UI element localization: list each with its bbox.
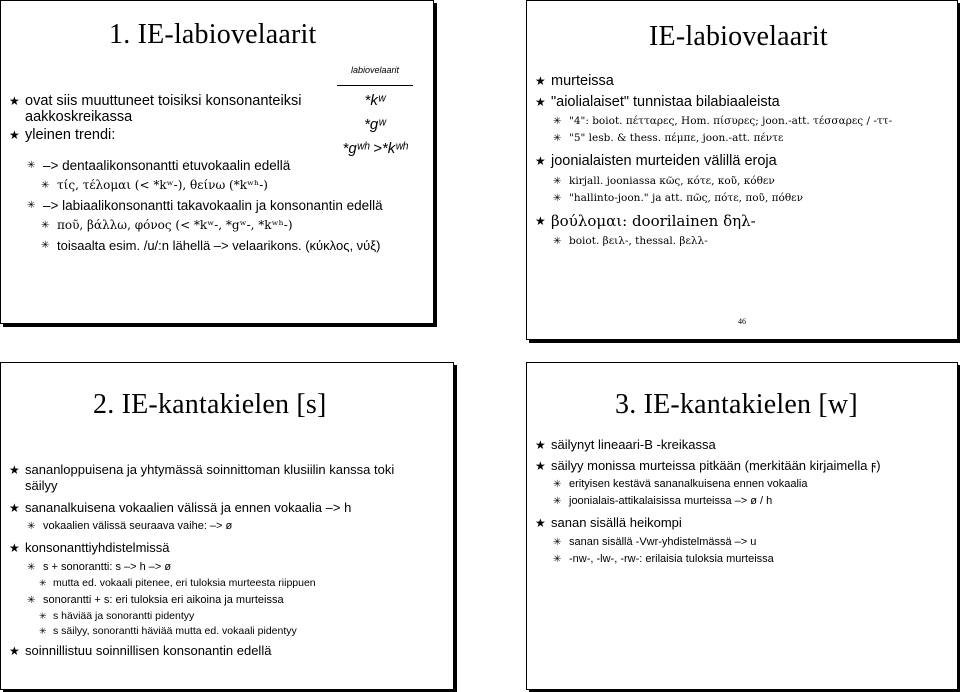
star-bullet-icon: ★ [535,516,546,530]
box-caption: labiovelaarit [337,58,413,86]
star-bullet-icon: ✳ [41,220,50,231]
star-bullet-icon: ✳ [553,479,562,490]
star-bullet-icon: ★ [9,463,20,477]
list-item: ★ konsonanttiyhdistelmissä [9,540,170,555]
bullet-list [9,158,429,253]
list-item: ✳ mutta ed. vokaali pitenee, eri tuloksia murteesta riippuen [39,577,316,589]
list-item: ✳ sonorantti + s: eri tuloksia eri aikoina ja murteissa [27,594,284,606]
star-bullet-icon: ★ [535,154,546,168]
star-bullet-icon: ✳ [39,578,47,588]
page-number: 46 [738,317,746,326]
list-item: ★ murteissa [535,73,614,89]
star-bullet-icon: ✳ [27,521,36,532]
star-bullet-icon: ★ [535,214,546,228]
star-bullet-icon: ★ [535,438,546,452]
star-bullet-icon: ✳ [553,554,562,565]
list-item: ★ "aiolialaiset" tunnistaa bilabiaaleista [535,94,780,110]
box-line: *kʷ [364,92,386,109]
slide-ie-w [526,362,958,690]
star-bullet-icon: ✳ [41,240,50,251]
list-item: ★ säilyy monissa murteissa pitkään (merkitään kirjaimella ϝ) [535,458,881,473]
star-bullet-icon: ✳ [27,595,36,606]
list-item: ★ ovat siis muuttuneet toisiksi konsonanteiksi aakkoskreikassa [9,93,302,125]
list-item: ✳ sanan sisällä -Vwr-yhdistelmässä –> u [553,536,757,548]
star-bullet-icon: ✳ [27,200,36,211]
list-item: ✳ toisaalta esim. /u/:n lähellä –> velaarikons. (κύκλος, νύξ) [41,238,381,253]
list-item: ★ soinnillistuu soinnillisen konsonantin edellä [9,643,272,658]
list-item: ✳ ποῦ, βάλλω, φόνος (< *kʷ-, *gʷ-, *kʷʰ-) [41,218,293,232]
list-item: ★ sanan sisällä heikompi [535,515,682,530]
list-item: ✳ s häviää ja sonorantti pidentyy [39,610,195,622]
list-item: ✳ "hallinto-joon." ja att. πῶς, πότε, ποῦ, πόθεν [553,192,803,204]
star-bullet-icon: ✳ [39,611,47,621]
list-item: ★ sananalkuisena vokaalien välissä ja ennen vokaalia –> h [9,500,352,515]
list-item: ✳ erityisen kestävä sananalkuisena ennen vokaalia [553,478,808,490]
list-item: ★ säilynyt lineaari-B -kreikassa [535,437,716,452]
bullet-list [535,437,951,567]
star-bullet-icon: ★ [9,501,20,515]
slide-ie-s [0,362,454,690]
star-bullet-icon: ✳ [553,176,562,187]
labiovelar-box [337,58,413,161]
bullet-list [9,462,429,659]
list-item: ★ sananloppuisena ja yhtymässä soinnittoman klusiilin kanssa toki säilyy [9,462,395,493]
slide-title: IE-labiovelaarit [649,21,828,52]
star-bullet-icon: ✳ [553,193,562,204]
slide-title: 2. IE-kantakielen [s] [93,389,327,420]
list-item: ✳ vokaalien välissä seuraava vaihe: –> ø [27,520,233,532]
star-bullet-icon: ★ [535,95,546,109]
box-line: *gʷ [364,116,386,133]
star-bullet-icon: ✳ [39,626,47,636]
star-bullet-icon: ✳ [41,180,50,191]
list-item: ✳ s säilyy, sonorantti häviää mutta ed. vokaali pidentyy [39,625,297,637]
star-bullet-icon: ★ [9,541,20,555]
star-bullet-icon: ★ [535,74,546,88]
star-bullet-icon: ★ [9,128,20,142]
list-item: ✳ joonialais-attikalaisissa murteissa –> ø / h [553,495,773,507]
list-item: ★ βούλομαι: doorilainen δηλ- [535,212,756,230]
star-bullet-icon: ★ [535,459,546,473]
bullet-list [9,93,327,153]
slide-labiovelars-2 [526,0,958,340]
star-bullet-icon: ✳ [553,133,562,144]
list-item: ✳ s + sonorantti: s –> h –> ø [27,561,172,573]
slide-title: 1. IE-labiovelaarit [109,19,317,50]
list-item: ✳ –> dentaalikonsonantti etuvokaalin edellä [27,158,291,173]
list-item: ★ yleinen trendi: [9,127,116,143]
star-bullet-icon: ✳ [553,116,562,127]
list-item: ✳ boiot. βειλ-, thessal. βελλ- [553,235,708,247]
slide-title: 3. IE-kantakielen [w] [615,389,858,420]
bullet-list [535,73,949,249]
star-bullet-icon: ✳ [27,562,36,573]
list-item: ✳ τίς, τέλομαι (< *kʷ-), θείνω (*kʷʰ-) [41,178,268,192]
star-bullet-icon: ✳ [553,496,562,507]
slide-labiovelars-1 [0,0,434,324]
list-item: ✳ –> labiaalikonsonantti takavokaalin ja konsonantin edellä [27,198,383,213]
star-bullet-icon: ✳ [27,160,36,171]
list-item: ✳ -nw-, -lw-, -rw-: erilaisia tuloksia murteissa [553,553,774,565]
list-item: ✳ "4": boiot. πέτταρες, Hom. πίσυρες; joon.-att. τέσσαρες / -ττ- [553,115,893,127]
list-item: ★ joonialaisten murteiden välillä eroja [535,153,777,169]
star-bullet-icon: ✳ [553,537,562,548]
box-line: *gʷʰ >*kʷʰ [342,140,408,157]
star-bullet-icon: ★ [9,94,20,108]
star-bullet-icon: ★ [9,644,20,658]
list-item: ✳ "5" lesb. & thess. πέμπε, joon.-att. πέντε [553,132,784,144]
star-bullet-icon: ✳ [553,236,562,247]
list-item: ✳ kirjall. jooniassa κῶς, κότε, κοῦ, κόθεν [553,175,775,187]
